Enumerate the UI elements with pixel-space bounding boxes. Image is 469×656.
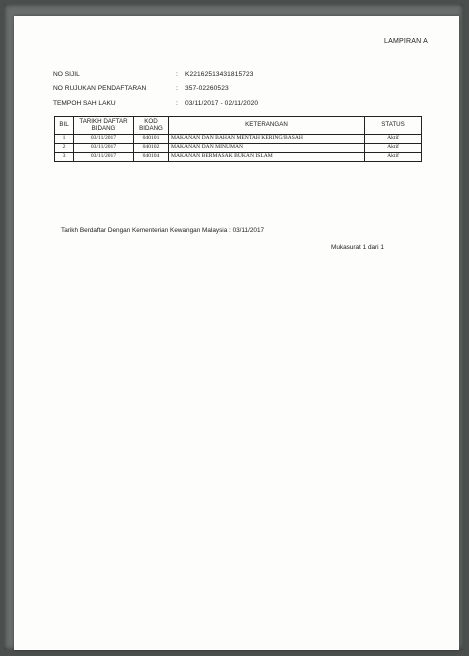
document-page [14, 16, 459, 650]
cell-keterangan: MAKANAN DAN MINUMAN [169, 144, 365, 153]
lampiran-label: LAMPIRAN A [383, 38, 428, 45]
header-status: STATUS [365, 117, 422, 135]
certificate-details [53, 67, 258, 111]
meta-value: K22162513431815723 [185, 70, 254, 78]
header-kod-bidang [134, 117, 169, 135]
meta-label: TEMPOH SAH LAKU [53, 99, 116, 107]
cell-kod: 040101 [134, 135, 169, 144]
cell-bil: 2 [55, 144, 74, 153]
meta-colon: : [176, 99, 178, 107]
meta-colon: : [176, 70, 178, 78]
cell-keterangan: MAKANAN DAN BAHAN MENTAH KERING/BASAH [169, 135, 365, 144]
cell-tarikh: 03/11/2017 [74, 135, 134, 144]
meta-label: NO RUJUKAN PENDAFTARAN [53, 85, 147, 93]
header-tarikh-line2: BIDANG [91, 124, 116, 132]
cell-keterangan: MAKANAN BERMASAK BUKAN ISLAM [169, 153, 365, 162]
meta-row-no-sijil [53, 67, 258, 82]
cell-tarikh: 03/11/2017 [74, 144, 134, 153]
meta-label: NO SIJIL [53, 70, 80, 78]
document-frame [4, 4, 463, 650]
header-bil: BIL [55, 117, 74, 135]
meta-row-tempoh [53, 96, 258, 111]
cell-bil: 1 [55, 135, 74, 144]
bidang-table [54, 116, 422, 162]
meta-value: 357-02260523 [185, 85, 229, 93]
header-kod-line2: BIDANG [139, 124, 163, 132]
meta-value: 03/11/2017 - 02/11/2020 [185, 99, 259, 107]
header-kod-line1: KOD [144, 118, 158, 125]
cell-kod: 040102 [134, 144, 169, 153]
table-row [55, 153, 422, 162]
cell-kod: 040104 [134, 153, 169, 162]
cell-status: Aktif [365, 144, 422, 153]
table-row [55, 144, 422, 153]
header-tarikh-daftar [74, 117, 134, 135]
header-keterangan: KETERANGAN [169, 117, 365, 135]
table-header-row [55, 117, 422, 135]
cell-bil: 3 [55, 153, 74, 162]
table-row [55, 135, 422, 144]
meta-colon: : [176, 85, 178, 93]
registration-date-text: Tarikh Berdaftar Dengan Kementerian Kewangan Malaysia : 03/11/2017 [61, 227, 265, 234]
cell-status: Aktif [365, 153, 422, 162]
page-count: Mukasurat 1 dari 1 [331, 244, 384, 251]
meta-row-no-rujukan [53, 82, 258, 97]
cell-status: Aktif [365, 135, 422, 144]
header-tarikh-line1: TARIKH DAFTAR [79, 118, 128, 125]
cell-tarikh: 03/11/2017 [74, 153, 134, 162]
